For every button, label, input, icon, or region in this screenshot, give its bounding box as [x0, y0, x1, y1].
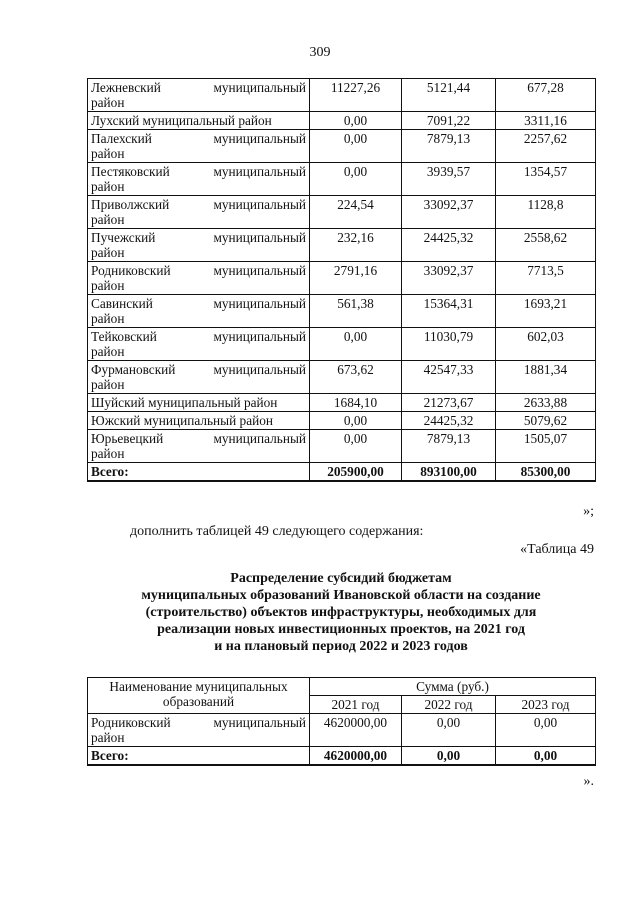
value-col-2: 21273,67 — [402, 394, 496, 412]
municipality-name — [88, 430, 310, 463]
total-2021: 4620000,00 — [310, 747, 402, 766]
value-col-1: 232,16 — [310, 229, 402, 262]
name-part: Родниковский — [91, 263, 171, 278]
header-year-2021: 2021 год — [310, 696, 402, 714]
municipality-name-line — [91, 80, 306, 95]
municipality-name — [88, 295, 310, 328]
value-2023: 0,00 — [496, 714, 596, 747]
table-row — [88, 295, 596, 328]
title-line: реализации новых инвестиционных проектов, на 2021 год — [157, 622, 525, 637]
municipality-name-line — [91, 715, 306, 730]
name-tail: район — [91, 212, 125, 227]
name-tail: район — [91, 245, 125, 260]
name-tail: район — [91, 146, 125, 161]
value-col-3: 1505,07 — [496, 430, 596, 463]
name-part: муниципальный — [213, 80, 306, 95]
value-col-1: 0,00 — [310, 163, 402, 196]
municipality-name-line — [91, 431, 306, 446]
value-col-3: 2558,62 — [496, 229, 596, 262]
total-col-1: 205900,00 — [310, 463, 402, 482]
municipality-name-line — [91, 230, 306, 245]
value-col-1: 11227,26 — [310, 79, 402, 112]
name-tail: район — [91, 377, 125, 392]
name-part: Савинский — [91, 296, 153, 311]
value-col-2: 11030,79 — [402, 328, 496, 361]
table-row — [88, 262, 596, 295]
table-row — [88, 394, 596, 412]
value-col-1: 1684,10 — [310, 394, 402, 412]
name-part: Палехский — [91, 131, 152, 146]
municipality-name — [88, 130, 310, 163]
name-part: муниципальный — [213, 715, 306, 730]
subsidy-table-continuation — [87, 78, 596, 482]
municipality-name-line — [91, 164, 306, 179]
table-row — [88, 229, 596, 262]
municipality-name — [88, 714, 310, 747]
value-col-3: 5079,62 — [496, 412, 596, 430]
value-col-3: 7713,5 — [496, 262, 596, 295]
name-full: Лухский муниципальный район — [91, 113, 272, 128]
municipality-name — [88, 229, 310, 262]
name-part: муниципальный — [213, 263, 306, 278]
header-municipality-line: Наименование муниципальных — [109, 679, 288, 694]
name-part: муниципальный — [213, 296, 306, 311]
value-col-3: 1128,8 — [496, 196, 596, 229]
table-row — [88, 130, 596, 163]
table-row — [88, 163, 596, 196]
total-col-2: 893100,00 — [402, 463, 496, 482]
closing-quote: »; — [583, 504, 594, 519]
value-col-2: 33092,37 — [402, 196, 496, 229]
municipality-name — [88, 412, 310, 430]
title-line: Распределение субсидий бюджетам — [230, 571, 452, 586]
title-line: муниципальных образований Ивановской области на создание — [141, 588, 541, 603]
name-part: муниципальный — [213, 329, 306, 344]
value-col-2: 7091,22 — [402, 112, 496, 130]
table-title — [87, 570, 595, 655]
name-part: муниципальный — [213, 131, 306, 146]
header-municipality-line: образований — [162, 694, 235, 709]
name-part: муниципальный — [213, 230, 306, 245]
name-part: Фурмановский — [91, 362, 176, 377]
value-col-1: 0,00 — [310, 412, 402, 430]
value-col-3: 1693,21 — [496, 295, 596, 328]
value-col-3: 677,28 — [496, 79, 596, 112]
name-tail: район — [91, 730, 125, 745]
municipality-name — [88, 79, 310, 112]
name-part: Тейковский — [91, 329, 157, 344]
value-2021: 4620000,00 — [310, 714, 402, 747]
subsidy-table-body — [88, 79, 596, 482]
municipality-name — [88, 328, 310, 361]
value-2022: 0,00 — [402, 714, 496, 747]
name-part: Пестяковский — [91, 164, 170, 179]
name-part: Приволжский — [91, 197, 170, 212]
municipality-name — [88, 112, 310, 130]
name-full: Шуйский муниципальный район — [91, 395, 278, 410]
municipality-name-line — [91, 263, 306, 278]
table-49 — [87, 677, 596, 766]
value-col-2: 42547,33 — [402, 361, 496, 394]
name-tail: район — [91, 446, 125, 461]
total-2023: 0,00 — [496, 747, 596, 766]
value-col-2: 7879,13 — [402, 430, 496, 463]
municipality-name — [88, 163, 310, 196]
name-part: Лежневский — [91, 80, 161, 95]
value-col-3: 1881,34 — [496, 361, 596, 394]
value-col-3: 2257,62 — [496, 130, 596, 163]
municipality-name — [88, 196, 310, 229]
value-col-2: 5121,44 — [402, 79, 496, 112]
table-header-row — [88, 678, 596, 696]
table-row — [88, 430, 596, 463]
name-tail: район — [91, 311, 125, 326]
name-tail: район — [91, 278, 125, 293]
table-row — [88, 328, 596, 361]
value-col-1: 0,00 — [310, 130, 402, 163]
name-tail: район — [91, 95, 125, 110]
value-col-1: 224,54 — [310, 196, 402, 229]
name-part: муниципальный — [213, 197, 306, 212]
header-sum: Сумма (руб.) — [310, 678, 596, 696]
municipality-name — [88, 262, 310, 295]
table-row — [88, 361, 596, 394]
municipality-name-line — [91, 362, 306, 377]
value-col-2: 3939,57 — [402, 163, 496, 196]
title-line: и на плановый период 2022 и 2023 годов — [214, 639, 468, 654]
value-col-1: 673,62 — [310, 361, 402, 394]
total-label: Всего: — [88, 463, 310, 482]
total-row — [88, 463, 596, 482]
table-row — [88, 196, 596, 229]
intro-text: дополнить таблицей 49 следующего содержания: — [130, 524, 424, 539]
name-part: Юрьевецкий — [91, 431, 164, 446]
header-year-2023: 2023 год — [496, 696, 596, 714]
table-row — [88, 412, 596, 430]
municipality-name — [88, 361, 310, 394]
value-col-3: 2633,88 — [496, 394, 596, 412]
municipality-name-line — [91, 131, 306, 146]
name-tail: район — [91, 179, 125, 194]
value-col-3: 1354,57 — [496, 163, 596, 196]
name-tail: район — [91, 344, 125, 359]
value-col-2: 15364,31 — [402, 295, 496, 328]
value-col-1: 0,00 — [310, 112, 402, 130]
table-row — [88, 112, 596, 130]
name-part: муниципальный — [213, 164, 306, 179]
header-municipality — [88, 678, 310, 714]
table-row — [88, 714, 596, 747]
value-col-2: 33092,37 — [402, 262, 496, 295]
name-full: Южский муниципальный район — [91, 413, 273, 428]
value-col-1: 561,38 — [310, 295, 402, 328]
table-row — [88, 79, 596, 112]
table-label: «Таблица 49 — [520, 542, 594, 557]
name-part: Пучежский — [91, 230, 156, 245]
value-col-1: 2791,16 — [310, 262, 402, 295]
value-col-2: 7879,13 — [402, 130, 496, 163]
name-part: Родниковский — [91, 715, 171, 730]
total-2022: 0,00 — [402, 747, 496, 766]
municipality-name-line — [91, 197, 306, 212]
header-year-2022: 2022 год — [402, 696, 496, 714]
page-number: 309 — [309, 45, 331, 60]
name-part: муниципальный — [213, 362, 306, 377]
name-part: муниципальный — [213, 431, 306, 446]
value-col-1: 0,00 — [310, 430, 402, 463]
municipality-name-line — [91, 296, 306, 311]
total-row — [88, 747, 596, 766]
closing-quote-final: ». — [583, 774, 594, 789]
total-label: Всего: — [88, 747, 310, 766]
value-col-3: 602,03 — [496, 328, 596, 361]
total-col-3: 85300,00 — [496, 463, 596, 482]
value-col-2: 24425,32 — [402, 412, 496, 430]
title-line: (строительство) объектов инфраструктуры, необходимых для — [145, 605, 537, 620]
municipality-name — [88, 394, 310, 412]
value-col-3: 3311,16 — [496, 112, 596, 130]
municipality-name-line — [91, 329, 306, 344]
value-col-1: 0,00 — [310, 328, 402, 361]
value-col-2: 24425,32 — [402, 229, 496, 262]
